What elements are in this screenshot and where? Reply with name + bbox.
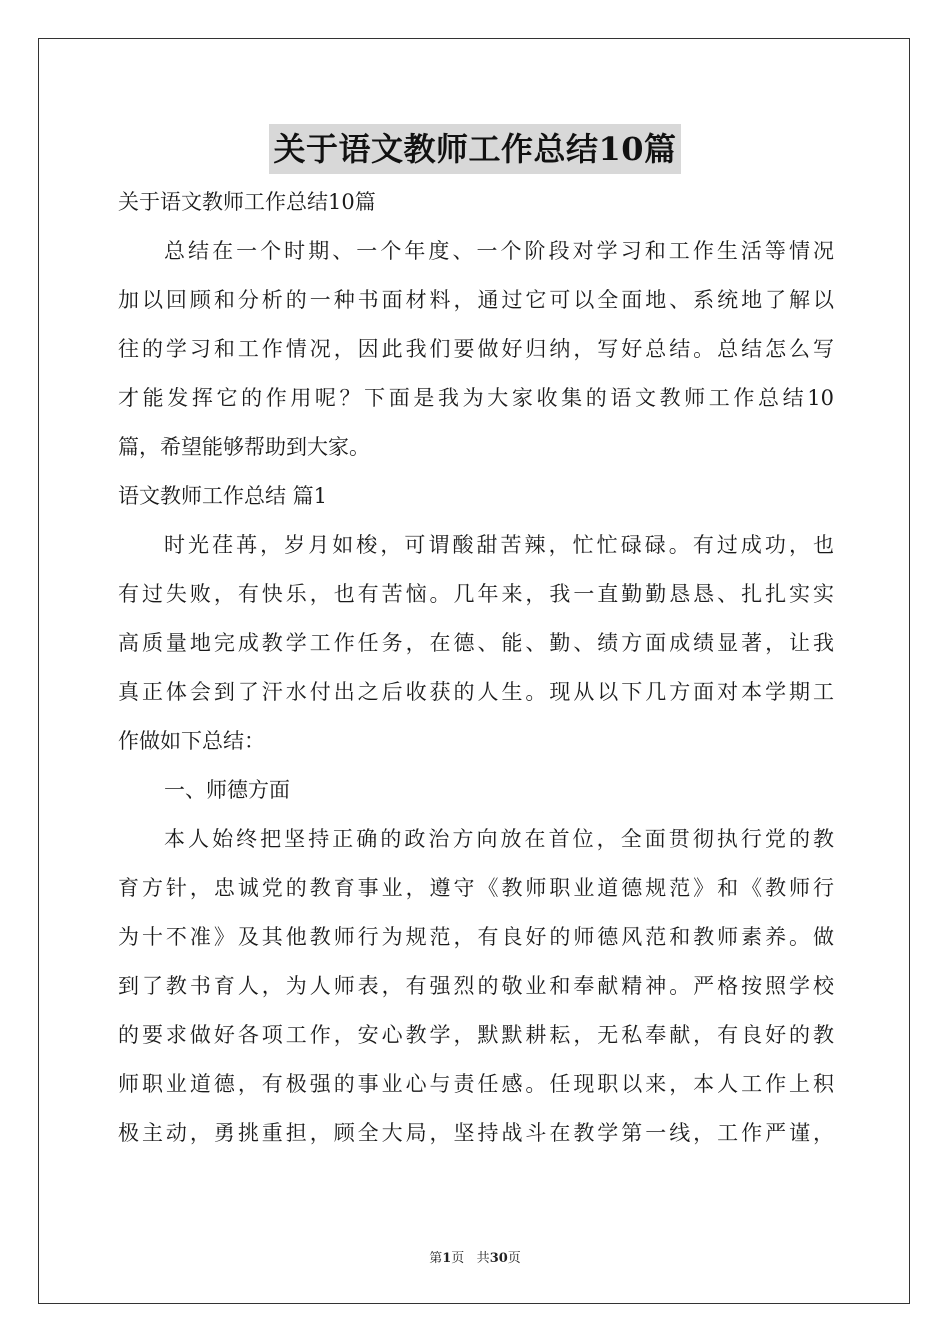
text-line: 育方针，忠诚党的教育事业，遵守《教师职业道德规范》和《教师行 [118,876,834,900]
page-indicator: 第1页 [429,1251,465,1266]
text-line: 高质量地完成教学工作任务，在德、能、勤、绩方面成绩显著，让我 [118,631,834,655]
text-line: 一、师德方面 [164,778,290,802]
text-line: 总结在一个时期、一个年度、一个阶段对学习和工作生活等情况 [164,239,834,263]
document-body [118,178,834,1158]
document-title: 关于语文教师工作总结10篇 [269,124,680,174]
text-line: 关于语文教师工作总结10篇 [118,190,376,214]
text-line: 到了教书育人，为人师表，有强烈的敬业和奉献精神。严格按照学校 [118,974,834,998]
text-line: 师职业道德，有极强的事业心与责任感。任现职以来，本人工作上积 [118,1072,834,1096]
text-line: 语文教师工作总结 篇1 [118,484,328,508]
text-line: 才能发挥它的作用呢？下面是我为大家收集的语文教师工作总结10 [118,386,834,410]
text-line: 篇，希望能够帮助到大家。 [118,435,370,459]
text-line: 往的学习和工作情况，因此我们要做好归纳，写好总结。总结怎么写 [118,337,834,361]
text-line: 加以回顾和分析的一种书面材料，通过它可以全面地、系统地了解以 [118,288,834,312]
page-footer [0,1247,950,1266]
title-container [0,124,950,174]
text-line: 的要求做好各项工作，安心教学，默默耕耘，无私奉献，有良好的教 [118,1023,834,1047]
text-line: 时光荏苒，岁月如梭，可谓酸甜苦辣，忙忙碌碌。有过成功，也 [164,533,834,557]
text-line: 有过失败，有快乐，也有苦恼。几年来，我一直勤勤恳恳、扎扎实实 [118,582,834,606]
text-line: 为十不准》及其他教师行为规范，有良好的师德风范和教师素养。做 [118,925,834,949]
text-line: 作做如下总结： [118,729,265,753]
text-line: 极主动，勇挑重担，顾全大局，坚持战斗在教学第一线，工作严谨， [118,1121,834,1145]
text-line: 本人始终把坚持正确的政治方向放在首位，全面贯彻执行党的教 [164,827,834,851]
text-line: 真正体会到了汗水付出之后收获的人生。现从以下几方面对本学期工 [118,680,834,704]
total-pages-indicator: 共30页 [476,1251,521,1266]
